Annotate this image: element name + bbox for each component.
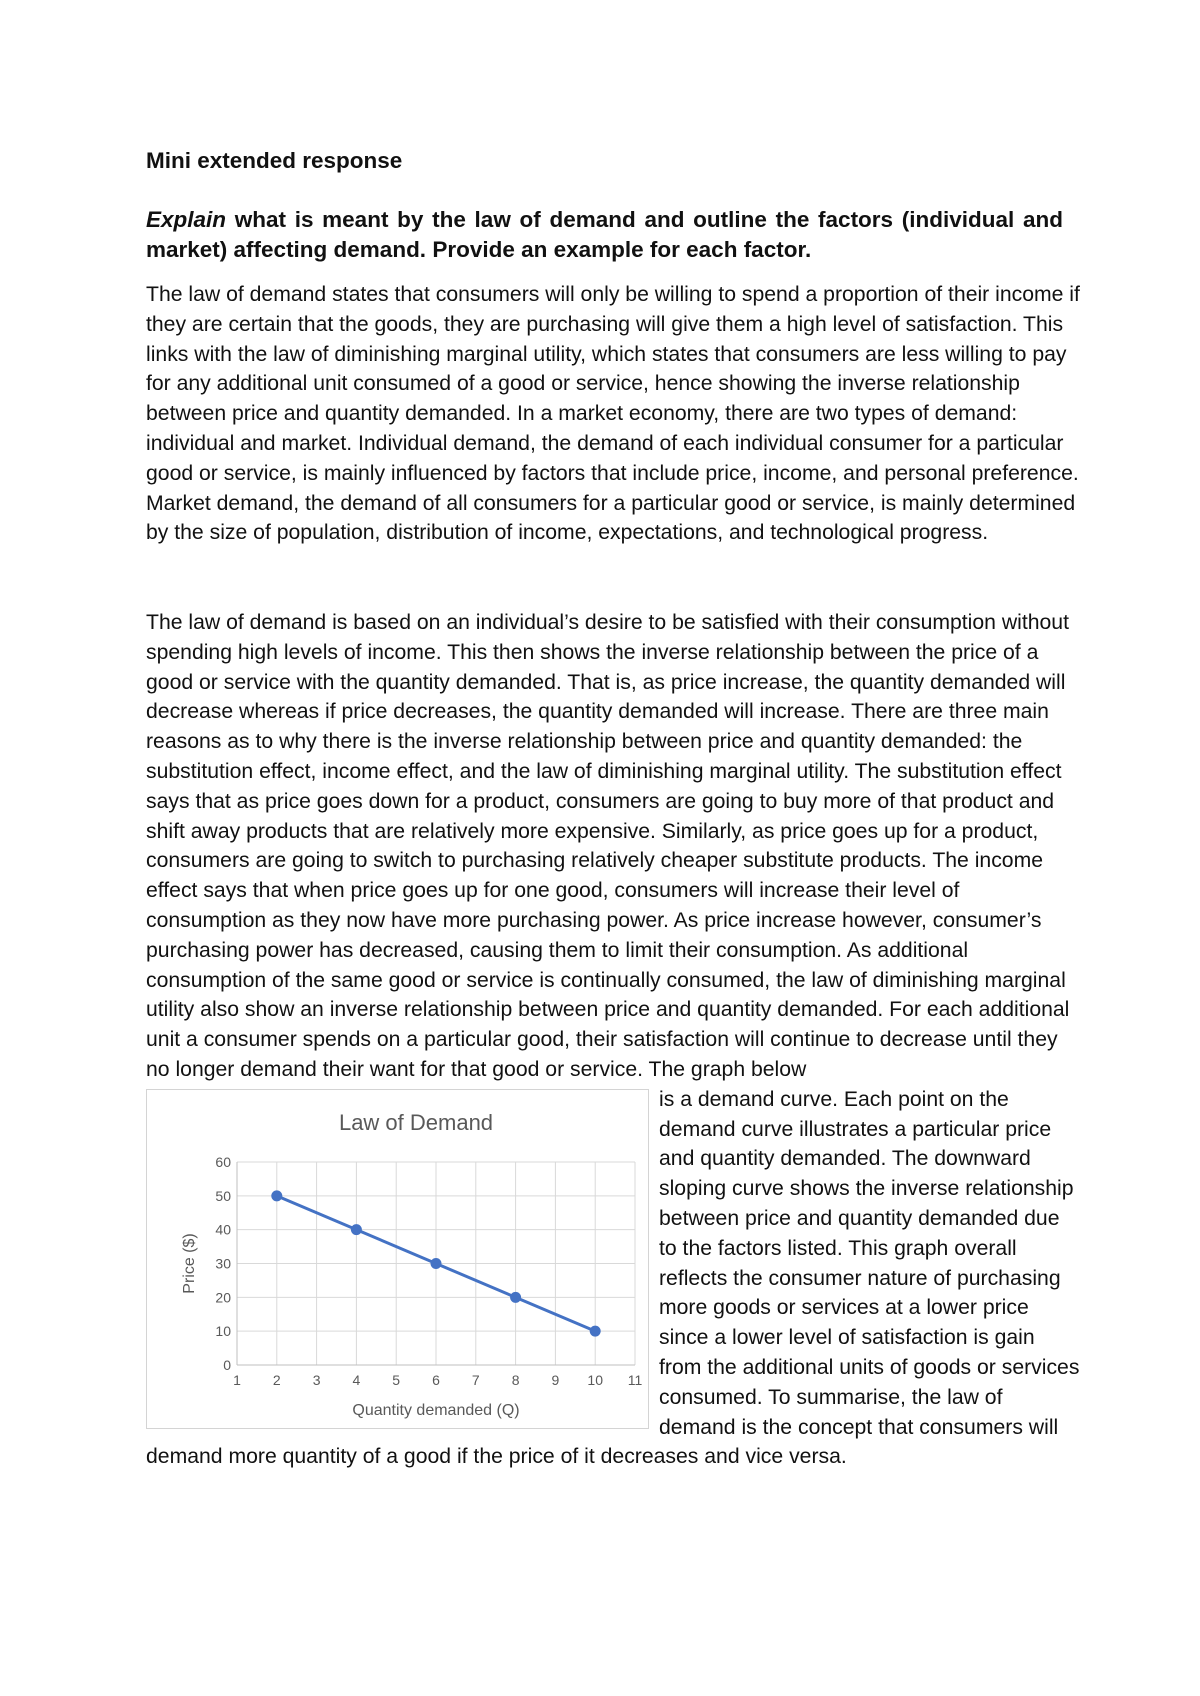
- x-tick-label: 4: [352, 1371, 361, 1388]
- x-tick-label: 2: [272, 1371, 281, 1388]
- question-lead-word: Explain: [146, 207, 227, 232]
- x-tick-label: 11: [627, 1371, 643, 1388]
- data-point: [431, 1258, 441, 1268]
- y-tick-label: 20: [215, 1289, 231, 1306]
- x-axis-title: Quantity demanded (Q): [352, 1401, 520, 1419]
- section-2: [146, 608, 1081, 1472]
- x-tick-label: 6: [432, 1371, 440, 1388]
- x-tick-label: 7: [471, 1371, 480, 1388]
- data-point: [590, 1326, 600, 1336]
- data-point: [351, 1224, 361, 1234]
- question-text: what is meant by the law of demand and outline the factors (individual and market) affecting demand. Provide an example for each factor.: [146, 207, 1063, 262]
- chart-svg: [147, 1090, 648, 1428]
- paragraph-2: The law of demand is based on an individual’s desire to be satisfied with their consumption without spending high levels of income. This then shows the inverse relationship between the price of a good or service with the quantity demanded. That is, as price increase, the quantity demanded will decrease whereas if price decreases, the quantity demanded will increase. There are three main reasons as to why there is the inverse relationship between price and quantity demanded: the substitution effect, income effect, and the law of diminishing marginal utility. The substitution effect says that as price goes down for a product, consumers are going to buy more of that product and shift away products that are relatively more expensive. Similarly, as price goes up for a product, consumers are going to switch to purchasing relatively cheaper substitute products. The income effect says that when price goes up for one good, consumers will increase their level of consumption as they now have more purchasing power. As price increase however, consumer’s purchasing power has decreased, causing them to limit their consumption. As additional consumption of the same good or service is continually consumed, the law of diminishing marginal utility also show an inverse relationship between price and quantity demanded. For each additional unit a consumer spends on a particular good, their satisfaction will continue to decrease until they no longer demand their want for that good or service. The graph below: [146, 611, 1070, 1081]
- paragraph-1: The law of demand states that consumers will only be willing to spend a proportion of their income if they are certain that the goods, they are purchasing will give them a high level of satisfaction. This links with the law of diminishing marginal utility, which states that consumers are less willing to pay for any additional unit consumed of a good or service, hence showing the inverse relationship between price and quantity demanded. In a market economy, there are two types of demand: individual and market. Individual demand, the demand of each individual consumer for a particular good or service, is mainly influenced by factors that include price, income, and personal preference. Market demand, the demand of all consumers for a particular good or service, is mainly determined by the size of population, distribution of income, expectations, and technological progress.: [146, 283, 1080, 545]
- data-point: [272, 1191, 282, 1201]
- chart-title: Law of Demand: [338, 1109, 494, 1135]
- y-tick-label: 40: [215, 1221, 231, 1238]
- x-tick-label: 5: [392, 1371, 401, 1388]
- x-tick-label: 8: [511, 1371, 520, 1388]
- y-tick-label: 50: [215, 1187, 231, 1204]
- y-tick-label: 10: [215, 1322, 231, 1339]
- y-tick-label: 0: [223, 1356, 231, 1373]
- y-tick-label: 60: [215, 1153, 231, 1170]
- y-tick-label: 30: [215, 1255, 231, 1272]
- question-prompt: [146, 205, 1063, 265]
- y-axis-title: Price ($): [181, 1233, 198, 1294]
- demand-chart: [146, 1089, 649, 1429]
- x-tick-label: 1: [233, 1371, 241, 1388]
- x-tick-label: 3: [312, 1371, 321, 1388]
- x-tick-label: 10: [587, 1371, 603, 1388]
- x-tick-label: 9: [551, 1371, 560, 1388]
- data-point: [511, 1292, 521, 1302]
- document-title: Mini extended response: [146, 148, 403, 173]
- paragraph-3: is a demand curve. Each point on the demand curve illustrates a particular price and quantity demanded. The downward sloping curve shows the inverse relationship between price and quantity demanded due to the factors listed. This graph overall reflects the consumer nature of purchasing more goods or services at a lower price since a lower level of satisfaction is gain from the additional units of goods or services consumed. To summarise, the law of demand is the concept that consumers will demand more quantity of a good if the price of it decreases and vice versa.: [146, 1087, 1080, 1469]
